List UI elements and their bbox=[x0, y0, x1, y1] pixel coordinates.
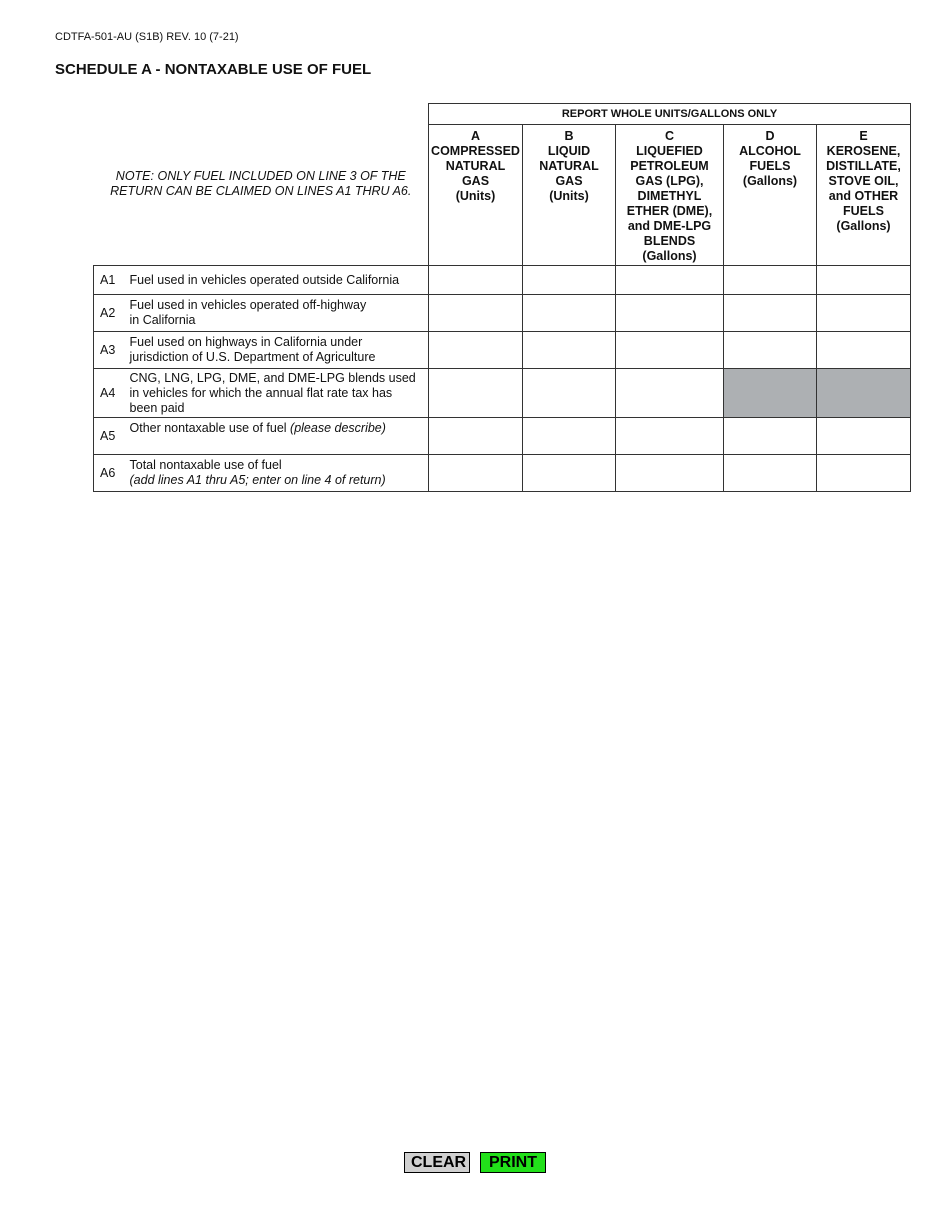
column-header-c: C LIQUEFIED PETROLEUM GAS (LPG), DIMETHYL ETHER (DME), and DME-LPG BLENDS (Gallons) bbox=[616, 125, 724, 266]
line-description: Fuel used in vehicles operated off-highway in California bbox=[127, 295, 429, 332]
a4-col-d-shaded-cell bbox=[724, 369, 817, 418]
a6-col-e-input[interactable] bbox=[817, 455, 911, 492]
clear-button[interactable]: CLEAR bbox=[404, 1152, 470, 1173]
line-number: A4 bbox=[94, 369, 127, 418]
a6-col-c-input[interactable] bbox=[616, 455, 724, 492]
line-number: A1 bbox=[94, 266, 127, 295]
line-description: CNG, LNG, LPG, DME, and DME-LPG blends used in vehicles for which the annual flat rate tax has been paid bbox=[127, 369, 429, 418]
a3-col-b-input[interactable] bbox=[523, 332, 616, 369]
a3-col-c-input[interactable] bbox=[616, 332, 724, 369]
a5-col-b-input[interactable] bbox=[523, 418, 616, 455]
a3-col-e-input[interactable] bbox=[817, 332, 911, 369]
form-buttons bbox=[404, 1152, 546, 1173]
page-title: SCHEDULE A - NONTAXABLE USE OF FUEL bbox=[55, 61, 372, 78]
a4-col-a-input[interactable] bbox=[429, 369, 523, 418]
form-id: CDTFA-501-AU (S1B) REV. 10 (7-21) bbox=[55, 31, 239, 43]
a5-col-c-input[interactable] bbox=[616, 418, 724, 455]
a2-col-b-input[interactable] bbox=[523, 295, 616, 332]
a6-col-d-input[interactable] bbox=[724, 455, 817, 492]
print-button[interactable]: PRINT bbox=[480, 1152, 546, 1173]
a1-col-e-input[interactable] bbox=[817, 266, 911, 295]
a4-col-e-shaded-cell bbox=[817, 369, 911, 418]
table-row bbox=[94, 369, 911, 418]
a6-col-b-input[interactable] bbox=[523, 455, 616, 492]
line-description: Total nontaxable use of fuel (add lines A1 thru A5; enter on line 4 of return) bbox=[127, 455, 429, 492]
line-number: A3 bbox=[94, 332, 127, 369]
schedule-table bbox=[93, 103, 911, 492]
a4-col-b-input[interactable] bbox=[523, 369, 616, 418]
column-header-b: B LIQUID NATURAL GAS (Units) bbox=[523, 125, 616, 266]
line-description: Fuel used on highways in California under jurisdiction of U.S. Department of Agriculture bbox=[127, 332, 429, 369]
a5-col-a-input[interactable] bbox=[429, 418, 523, 455]
report-units-header: REPORT WHOLE UNITS/GALLONS ONLY bbox=[429, 104, 911, 125]
a1-col-b-input[interactable] bbox=[523, 266, 616, 295]
a1-col-d-input[interactable] bbox=[724, 266, 817, 295]
line-number: A2 bbox=[94, 295, 127, 332]
a3-col-a-input[interactable] bbox=[429, 332, 523, 369]
a2-col-a-input[interactable] bbox=[429, 295, 523, 332]
a4-col-c-input[interactable] bbox=[616, 369, 724, 418]
column-header-a: A COMPRESSED NATURAL GAS (Units) bbox=[429, 125, 523, 266]
table-row bbox=[94, 295, 911, 332]
table-row bbox=[94, 332, 911, 369]
table-row bbox=[94, 266, 911, 295]
a2-col-c-input[interactable] bbox=[616, 295, 724, 332]
a1-col-c-input[interactable] bbox=[616, 266, 724, 295]
line-description: Fuel used in vehicles operated outside California bbox=[127, 266, 429, 295]
a5-col-d-input[interactable] bbox=[724, 418, 817, 455]
a1-col-a-input[interactable] bbox=[429, 266, 523, 295]
column-header-e: E KEROSENE, DISTILLATE, STOVE OIL, and OTHER FUELS (Gallons) bbox=[817, 125, 911, 266]
line-number: A6 bbox=[94, 455, 127, 492]
a2-col-e-input[interactable] bbox=[817, 295, 911, 332]
table-row bbox=[94, 418, 911, 455]
a6-col-a-input[interactable] bbox=[429, 455, 523, 492]
a2-col-d-input[interactable] bbox=[724, 295, 817, 332]
line-number: A5 bbox=[94, 418, 127, 455]
line-description: Other nontaxable use of fuel (please describe) bbox=[127, 418, 429, 455]
a3-col-d-input[interactable] bbox=[724, 332, 817, 369]
note: NOTE: ONLY FUEL INCLUDED ON LINE 3 OF THE RETURN CAN BE CLAIMED ON LINES A1 THRU A6. bbox=[110, 169, 412, 199]
a5-col-e-input[interactable] bbox=[817, 418, 911, 455]
table-row bbox=[94, 455, 911, 492]
column-header-d: D ALCOHOL FUELS (Gallons) bbox=[724, 125, 817, 266]
